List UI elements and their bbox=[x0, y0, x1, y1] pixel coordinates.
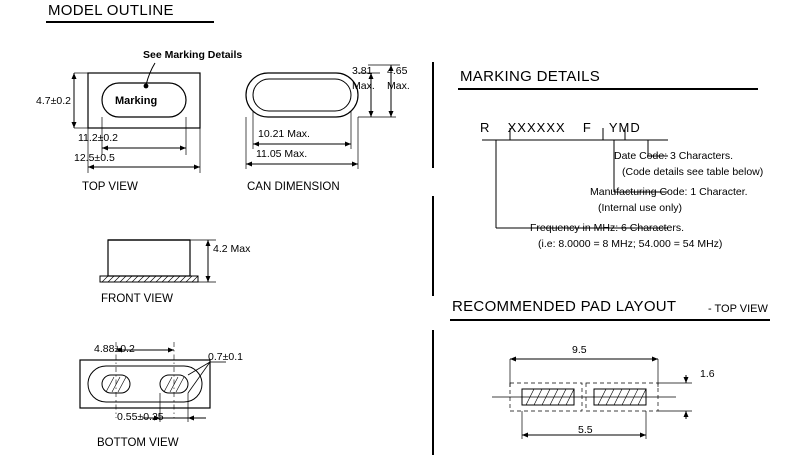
bottom-view-caption: BOTTOM VIEW bbox=[97, 437, 179, 449]
pad-height-dim: 1.6 bbox=[700, 368, 715, 380]
top-view-drawing bbox=[30, 45, 260, 175]
title-underline-pad-layout bbox=[450, 319, 770, 321]
top-view-caption: TOP VIEW bbox=[82, 181, 138, 193]
can-inner-dim: 10.21 Max. bbox=[258, 128, 310, 140]
can-dim-a: 3.81 bbox=[352, 65, 373, 77]
can-outer-dim: 11.05 Max. bbox=[256, 148, 308, 160]
marking-code-part-date: YMD bbox=[608, 120, 641, 135]
top-view-height-dim: 4.7±0.2 bbox=[36, 95, 71, 107]
marking-note-date-line2: (Code details see table below) bbox=[622, 166, 764, 178]
marking-note-mfg-line1: Manufacturing Code: 1 Character. bbox=[590, 186, 748, 198]
front-view-height-dim: 4.2 Max bbox=[213, 243, 251, 255]
can-dim-b: 4.65 bbox=[387, 65, 408, 77]
can-dim-b-sub: Max. bbox=[387, 80, 410, 92]
title-underline-marking-details bbox=[458, 88, 758, 90]
bottom-view-pad-height-dim: 0.55±0.25 bbox=[117, 411, 164, 423]
front-view-caption: FRONT VIEW bbox=[101, 293, 173, 305]
pad-width-dim: 9.5 bbox=[572, 344, 587, 356]
marking-code-part-prefix: R bbox=[480, 120, 491, 135]
bottom-view-pad-width-dim: 0.7±0.1 bbox=[208, 351, 243, 363]
top-view-body-width-dim: 11.2±0.2 bbox=[78, 132, 119, 144]
title-underline-model-outline bbox=[46, 21, 214, 23]
pad-gap-dim: 5.5 bbox=[578, 424, 593, 436]
marking-note-date-line1: Date Code: 3 Characters. bbox=[614, 150, 734, 162]
column-divider-bottom bbox=[432, 330, 434, 455]
section-title-pad-layout: RECOMMENDED PAD LAYOUT bbox=[452, 298, 677, 315]
marking-note-mfg-line2: (Internal use only) bbox=[598, 202, 683, 214]
section-title-pad-layout-suffix: - TOP VIEW bbox=[708, 303, 768, 315]
section-title-marking-details: MARKING DETAILS bbox=[460, 68, 601, 85]
pad-layout-drawing bbox=[480, 335, 800, 455]
marking-text-label: Marking bbox=[115, 95, 158, 107]
marking-code-part-frequency: XXXXXX bbox=[507, 120, 566, 135]
marking-note-freq-line1: Frequency in MHz: 6 Characters. bbox=[530, 222, 685, 234]
marking-code bbox=[480, 120, 641, 135]
can-dim-a-sub: Max. bbox=[352, 80, 375, 92]
marking-note-freq-line2: (i.e: 8.0000 = 8 MHz; 54.000 = 54 MHz) bbox=[538, 238, 723, 250]
top-view-total-width-dim: 12.5±0.5 bbox=[74, 152, 115, 164]
column-divider-mid bbox=[432, 196, 434, 296]
marking-code-part-manufacturing: F bbox=[582, 120, 592, 135]
top-view-callout-label: See Marking Details bbox=[143, 49, 243, 61]
section-title-model-outline: MODEL OUTLINE bbox=[48, 2, 174, 19]
can-dimension-caption: CAN DIMENSION bbox=[247, 181, 340, 193]
bottom-view-pitch-dim: 4.88±0.2 bbox=[94, 343, 135, 355]
